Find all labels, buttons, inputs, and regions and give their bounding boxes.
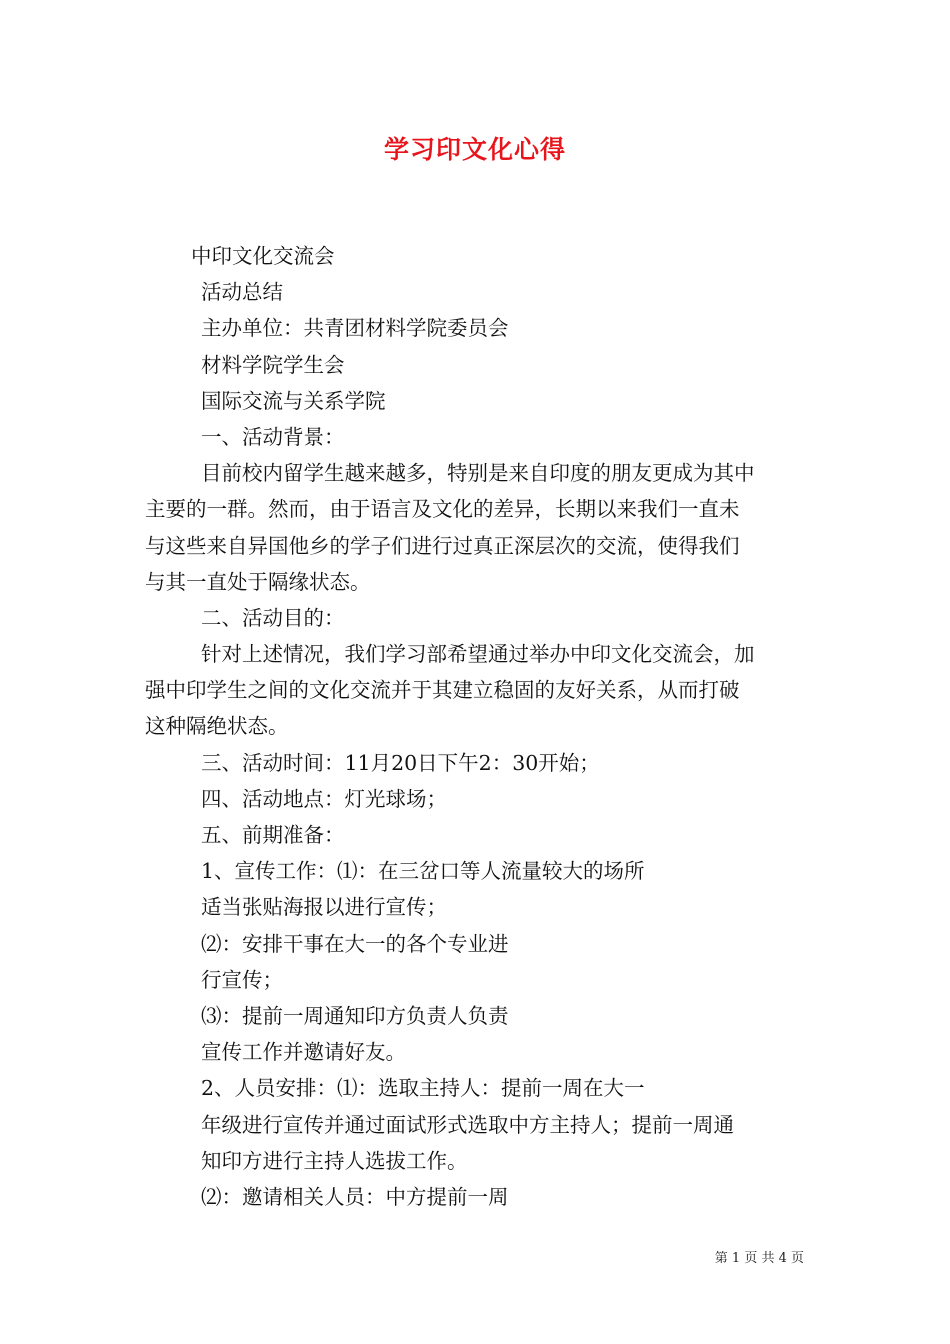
page-footer: 第 1 页 共 4 页 — [714, 1251, 804, 1266]
text-line: 宣传工作并邀请好友。 — [201, 1040, 406, 1065]
text-line: ⑵：安排干事在大一的各个专业进 — [201, 931, 509, 956]
section-heading: 四、活动地点：灯光球场； — [201, 786, 447, 811]
text-line: ⑶：提前一周通知印方负责人负责 — [201, 1003, 509, 1028]
text-line: 与这些来自异国他乡的学子们进行过真正深层次的交流，使得我们 — [145, 533, 740, 558]
text-line: 1、宣传工作：⑴：在三岔口等人流量较大的场所 — [201, 859, 645, 884]
text-line: 年级进行宣传并通过面试形式选取中方主持人；提前一周通 — [201, 1112, 734, 1137]
text-line: 知印方进行主持人选拔工作。 — [201, 1148, 468, 1173]
text-line: 国际交流与关系学院 — [201, 388, 386, 413]
text-line: 适当张贴海报以进行宣传； — [201, 895, 447, 920]
section-heading: 五、前期准备： — [201, 823, 345, 847]
text-line: 材料学院学生会 — [201, 352, 345, 377]
text-line: 行宣传； — [201, 967, 283, 992]
text-line: ⑵：邀请相关人员：中方提前一周 — [201, 1184, 509, 1209]
text-line: 主要的一群。然而，由于语言及文化的差异，长期以来我们一直未 — [145, 497, 740, 522]
text-line: 中印文化交流会 — [191, 244, 335, 268]
section-heading: 二、活动目的： — [201, 605, 345, 630]
text-line: 强中印学生之间的文化交流并于其建立稳固的友好关系，从而打破 — [145, 678, 740, 703]
text-line: 针对上述情况，我们学习部希望通过举办中印文化交流会，加 — [201, 642, 755, 667]
section-heading: 一、活动背景： — [201, 424, 345, 449]
text-line: 这种隔绝状态。 — [145, 714, 289, 739]
text-line: 2、人员安排：⑴：选取主持人：提前一周在大一 — [201, 1076, 645, 1101]
text-line: 与其一直处于隔缘状态。 — [145, 569, 371, 594]
text-line: 活动总结 — [201, 280, 283, 305]
section-heading: 三、活动时间：11月20日下午2：30开始； — [201, 750, 600, 775]
document-title: 学习印文化心得 — [383, 135, 566, 164]
text-line: 主办单位：共青团材料学院委员会 — [201, 316, 509, 341]
text-line: 目前校内留学生越来越多，特别是来自印度的朋友更成为其中 — [201, 461, 755, 486]
document-body — [145, 238, 815, 1215]
